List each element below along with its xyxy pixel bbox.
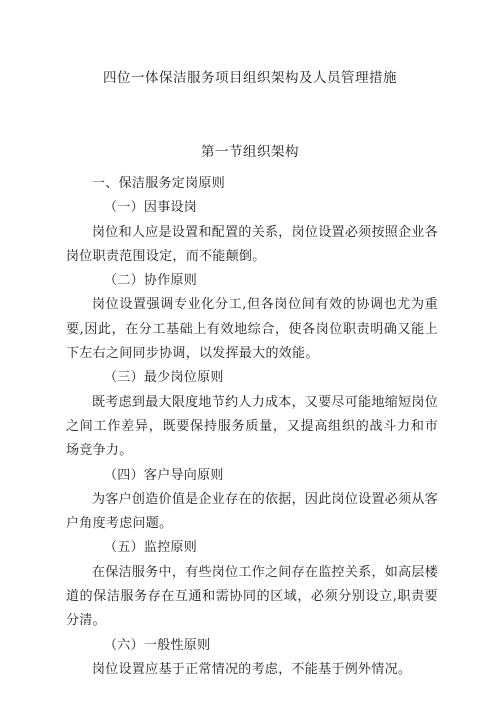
paragraph: 岗位设置应基于正常情况的考虑，不能基于例外情况。	[92, 661, 412, 677]
subheading: （六）一般性原则	[104, 637, 211, 653]
document-body	[66, 172, 438, 682]
paragraph: 岗位设置强调专业化分工,但各岗位间有效的协调也尤为重要,因此，在分工基础上有效地综合，使各岗位职责明确又能上下左右之间同步协调，以发挥最大的效能。	[66, 297, 438, 362]
heading-level-1: 一、保洁服务定岗原则	[92, 176, 226, 191]
subheading: （一）因事设岗	[104, 200, 198, 216]
subheading: （二）协作原则	[104, 273, 198, 289]
paragraph: 岗位和人应是设置和配置的关系，岗位设置必须按照企业各岗位职责范围设定，而不能颠倒。	[66, 224, 438, 264]
paragraph: 在保洁服务中，有些岗位工作之间存在监控关系，如高层楼道的保洁服务存在互通和需协同的区域，必须分别设立,职责要分清。	[66, 564, 438, 629]
paragraph: 既考虑到最大限度地节约人力成本，又要尽可能地缩短岗位之间工作差异，既要保持服务质量，又提高组织的战斗力和市场竞争力。	[66, 394, 438, 459]
subheading: （四）客户导向原则	[104, 467, 224, 483]
document-title: 四位一体保洁服务项目组织架构及人员管理措施	[103, 70, 397, 86]
subheading: （三）最少岗位原则	[104, 370, 224, 386]
section-title: 第一节组织架构	[201, 144, 299, 160]
subheading: （五）监控原则	[104, 540, 198, 556]
paragraph: 为客户创造价值是企业存在的依据，因此岗位设置必须从客户角度考虑问题。	[66, 491, 438, 532]
